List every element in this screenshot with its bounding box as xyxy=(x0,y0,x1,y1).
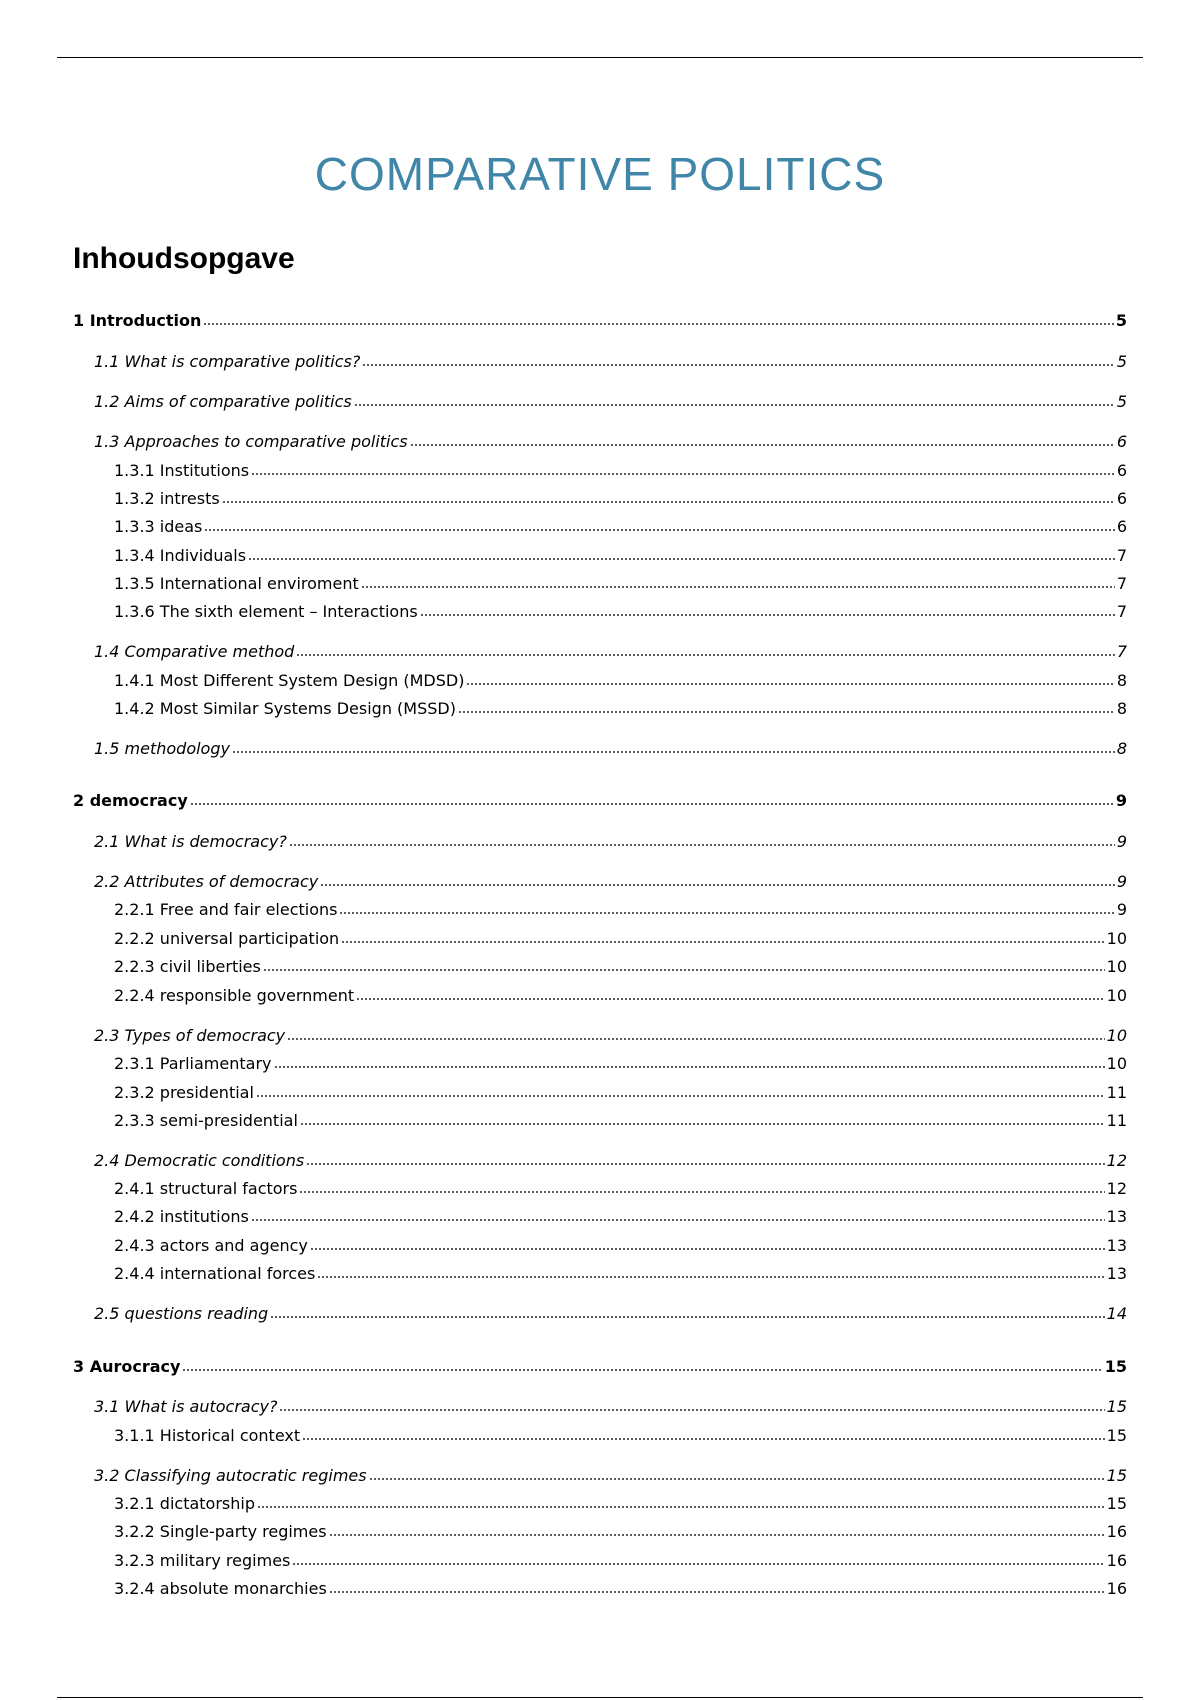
toc-page-number: 15 xyxy=(1104,1357,1127,1376)
toc-entry-1-3-4[interactable] xyxy=(114,546,1127,566)
toc-entry-label: 1.1 What is comparative politics? xyxy=(94,352,361,371)
toc-page-number: 7 xyxy=(1116,546,1127,565)
toc-entry-label: 2.2.2 universal participation xyxy=(114,929,340,948)
toc-entry-1-2[interactable] xyxy=(94,392,1127,412)
toc-entry-label: 1.5 methodology xyxy=(94,739,230,758)
toc-dot-leader xyxy=(420,613,1115,617)
toc-page-number: 7 xyxy=(1116,642,1127,661)
toc-entry-1-4-2[interactable] xyxy=(114,699,1127,719)
toc-page-number: 13 xyxy=(1106,1207,1127,1226)
toc-entry-label: 3.2.2 Single-party regimes xyxy=(114,1522,327,1541)
toc-dot-leader xyxy=(341,940,1104,944)
toc-page-number: 6 xyxy=(1116,489,1127,508)
toc-entry-2-3-1[interactable] xyxy=(114,1054,1127,1074)
toc-dot-leader xyxy=(296,653,1114,657)
toc-entry-label: 1.2 Aims of comparative politics xyxy=(94,392,352,411)
toc-entry-label: 2.4 Democratic conditions xyxy=(94,1151,305,1170)
toc-page-number: 9 xyxy=(1116,832,1127,851)
toc-entry-2-4-2[interactable] xyxy=(114,1207,1127,1227)
toc-entry-1-1[interactable] xyxy=(94,352,1127,372)
toc-dot-leader xyxy=(222,500,1115,504)
toc-page-number: 5 xyxy=(1116,392,1127,411)
toc-entry-label: 2.2.4 responsible government xyxy=(114,986,355,1005)
toc-page-number: 10 xyxy=(1106,957,1127,976)
toc-entry-label: 1.3.6 The sixth element – Interactions xyxy=(114,602,418,621)
toc-entry-3-1-1[interactable] xyxy=(114,1426,1127,1446)
toc-dot-leader xyxy=(361,585,1115,589)
toc-entry-3-2-4[interactable] xyxy=(114,1579,1127,1599)
toc-entry-3[interactable] xyxy=(73,1357,1127,1377)
toc-dot-leader xyxy=(289,843,1115,847)
toc-entry-label: 2.5 questions reading xyxy=(94,1304,269,1323)
toc-entry-1-3-6[interactable] xyxy=(114,602,1127,622)
toc-entry-1-3-5[interactable] xyxy=(114,574,1127,594)
toc-dot-leader xyxy=(251,472,1115,476)
toc-page-number: 13 xyxy=(1106,1236,1127,1255)
toc-page-number: 5 xyxy=(1116,352,1127,371)
toc-entry-2-2-1[interactable] xyxy=(114,900,1127,920)
toc-dot-leader xyxy=(317,1275,1104,1279)
toc-page-number: 7 xyxy=(1116,602,1127,621)
toc-page-number: 11 xyxy=(1106,1083,1127,1102)
toc-dot-leader xyxy=(263,968,1105,972)
toc-page-number: 10 xyxy=(1106,1054,1127,1073)
toc-entry-label: 3 Aurocracy xyxy=(73,1357,181,1376)
toc-dot-leader xyxy=(300,1122,1105,1126)
toc-entry-2[interactable] xyxy=(73,791,1127,811)
toc-entry-1-3-3[interactable] xyxy=(114,517,1127,537)
toc-dot-leader xyxy=(257,1505,1105,1509)
toc-page-number: 15 xyxy=(1106,1426,1127,1445)
toc-page-number: 8 xyxy=(1116,699,1127,718)
toc-entry-1-3-1[interactable] xyxy=(114,461,1127,481)
toc-dot-leader xyxy=(274,1065,1105,1069)
toc-entry-label: 2.3.2 presidential xyxy=(114,1083,254,1102)
toc-page-number: 15 xyxy=(1106,1397,1127,1416)
toc-entry-label: 1 Introduction xyxy=(73,311,202,330)
toc-entry-1-5[interactable] xyxy=(94,739,1127,759)
toc-page-number: 12 xyxy=(1106,1151,1127,1170)
toc-dot-leader xyxy=(292,1562,1104,1566)
toc-entry-label: 3.1 What is autocracy? xyxy=(94,1397,278,1416)
toc-page-number: 11 xyxy=(1106,1111,1127,1130)
toc-entry-2-4-4[interactable] xyxy=(114,1264,1127,1284)
toc-dot-leader xyxy=(270,1315,1104,1319)
toc-page-number: 13 xyxy=(1106,1264,1127,1283)
toc-page-number: 12 xyxy=(1106,1179,1127,1198)
toc-dot-leader xyxy=(299,1190,1104,1194)
toc-entry-3-2[interactable] xyxy=(94,1466,1127,1486)
toc-dot-leader xyxy=(320,883,1115,887)
toc-dot-leader xyxy=(182,1368,1102,1372)
toc-entry-label: 1.3.4 Individuals xyxy=(114,546,247,565)
toc-dot-leader xyxy=(248,557,1115,561)
toc-dot-leader xyxy=(458,710,1115,714)
toc-page-number: 14 xyxy=(1106,1304,1127,1323)
toc-entry-label: 2.4.2 institutions xyxy=(114,1207,249,1226)
toc-entry-label: 1.4 Comparative method xyxy=(94,642,295,661)
toc-entry-2-2-2[interactable] xyxy=(114,929,1127,949)
toc-entry-1-3-2[interactable] xyxy=(114,489,1127,509)
toc-entry-label: 2.4.4 international forces xyxy=(114,1264,316,1283)
toc-entry-label: 2.2.1 Free and fair elections xyxy=(114,900,338,919)
toc-dot-leader xyxy=(339,911,1114,915)
toc-dot-leader xyxy=(356,997,1105,1001)
toc-dot-leader xyxy=(466,682,1114,686)
toc-entry-2-2-4[interactable] xyxy=(114,986,1127,1006)
toc-dot-leader xyxy=(302,1437,1105,1441)
toc-page-number: 16 xyxy=(1106,1522,1127,1541)
toc-entry-label: 1.3.3 ideas xyxy=(114,517,203,536)
toc-dot-leader xyxy=(203,322,1113,326)
toc-dot-leader xyxy=(362,363,1114,367)
toc-entry-label: 2.3.1 Parliamentary xyxy=(114,1054,272,1073)
toc-entry-label: 1.3.5 International enviroment xyxy=(114,574,359,593)
toc-dot-leader xyxy=(204,528,1114,532)
toc-page-number: 6 xyxy=(1116,461,1127,480)
toc-page-number: 7 xyxy=(1116,574,1127,593)
toc-entry-label: 2.3.3 semi-presidential xyxy=(114,1111,298,1130)
toc-dot-leader xyxy=(232,750,1115,754)
toc-entry-label: 3.2.3 military regimes xyxy=(114,1551,291,1570)
toc-entry-3-1[interactable] xyxy=(94,1397,1127,1417)
toc-dot-leader xyxy=(190,802,1114,806)
toc-entry-label: 2.3 Types of democracy xyxy=(94,1026,286,1045)
toc-entry-2-2[interactable] xyxy=(94,872,1127,892)
toc-entry-2-3[interactable] xyxy=(94,1026,1127,1046)
toc-page-number: 10 xyxy=(1106,986,1127,1005)
toc-entry-label: 2.4.1 structural factors xyxy=(114,1179,298,1198)
toc-dot-leader xyxy=(251,1218,1105,1222)
toc-page-number: 9 xyxy=(1116,872,1127,891)
toc-entry-label: 1.3 Approaches to comparative politics xyxy=(94,432,408,451)
toc-dot-leader xyxy=(369,1477,1105,1481)
toc-page-number: 10 xyxy=(1106,1026,1127,1045)
toc-page-number: 5 xyxy=(1115,311,1127,330)
toc-entry-2-2-3[interactable] xyxy=(114,957,1127,977)
toc-page-number: 10 xyxy=(1106,929,1127,948)
toc-page-number: 16 xyxy=(1106,1551,1127,1570)
toc-entry-1[interactable] xyxy=(73,311,1127,331)
toc-entry-label: 1.3.1 Institutions xyxy=(114,461,250,480)
toc-entry-3-2-1[interactable] xyxy=(114,1494,1127,1514)
toc-page-number: 15 xyxy=(1106,1494,1127,1513)
toc-dot-leader xyxy=(256,1094,1105,1098)
toc-entry-label: 3.2.4 absolute monarchies xyxy=(114,1579,327,1598)
toc-dot-leader xyxy=(306,1162,1104,1166)
toc-dot-leader xyxy=(329,1533,1105,1537)
toc-entry-label: 3.2 Classifying autocratic regimes xyxy=(94,1466,367,1485)
toc-entry-label: 2.2.3 civil liberties xyxy=(114,957,261,976)
toc-entry-label: 2.2 Attributes of democracy xyxy=(94,872,319,891)
toc-entry-3-2-3[interactable] xyxy=(114,1551,1127,1571)
toc-dot-leader xyxy=(354,403,1115,407)
toc-page-number: 15 xyxy=(1106,1466,1127,1485)
toc-entry-2-3-3[interactable] xyxy=(114,1111,1127,1131)
toc-entry-label: 2.4.3 actors and agency xyxy=(114,1236,308,1255)
toc-entry-label: 3.2.1 dictatorship xyxy=(114,1494,255,1513)
toc-entry-1-3[interactable] xyxy=(94,432,1127,452)
toc-dot-leader xyxy=(329,1590,1105,1594)
toc-page-number: 8 xyxy=(1116,739,1127,758)
toc-entry-2-4[interactable] xyxy=(94,1151,1127,1171)
toc-page-number: 8 xyxy=(1116,671,1127,690)
toc-page-number: 16 xyxy=(1106,1579,1127,1598)
toc-entry-1-4-1[interactable] xyxy=(114,671,1127,691)
toc-page-number: 6 xyxy=(1116,432,1127,451)
footer-rule xyxy=(57,1697,1143,1698)
document-title: COMPARATIVE POLITICS xyxy=(314,148,886,200)
toc-page-number: 6 xyxy=(1116,517,1127,536)
toc-entry-1-4[interactable] xyxy=(94,642,1127,662)
toc-dot-leader xyxy=(287,1037,1105,1041)
toc-page-number: 9 xyxy=(1115,791,1127,810)
toc-entry-label: 1.3.2 intrests xyxy=(114,489,220,508)
toc-page-number: 9 xyxy=(1116,900,1127,919)
toc-entry-label: 1.4.1 Most Different System Design (MDSD) xyxy=(114,671,465,690)
toc-entry-2-5[interactable] xyxy=(94,1304,1127,1324)
toc-entry-2-3-2[interactable] xyxy=(114,1083,1127,1103)
toc-entry-label: 3.1.1 Historical context xyxy=(114,1426,301,1445)
toc-dot-leader xyxy=(279,1408,1104,1412)
toc-entry-2-4-3[interactable] xyxy=(114,1236,1127,1256)
toc-entry-3-2-2[interactable] xyxy=(114,1522,1127,1542)
toc-entry-label: 2.1 What is democracy? xyxy=(94,832,287,851)
toc-entry-label: 2 democracy xyxy=(73,791,188,810)
toc-entry-2-1[interactable] xyxy=(94,832,1127,852)
toc-entry-label: 1.4.2 Most Similar Systems Design (MSSD) xyxy=(114,699,456,718)
toc-entry-2-4-1[interactable] xyxy=(114,1179,1127,1199)
toc-dot-leader xyxy=(410,443,1115,447)
toc-heading: Inhoudsopgave xyxy=(73,242,295,275)
toc-dot-leader xyxy=(310,1247,1105,1251)
